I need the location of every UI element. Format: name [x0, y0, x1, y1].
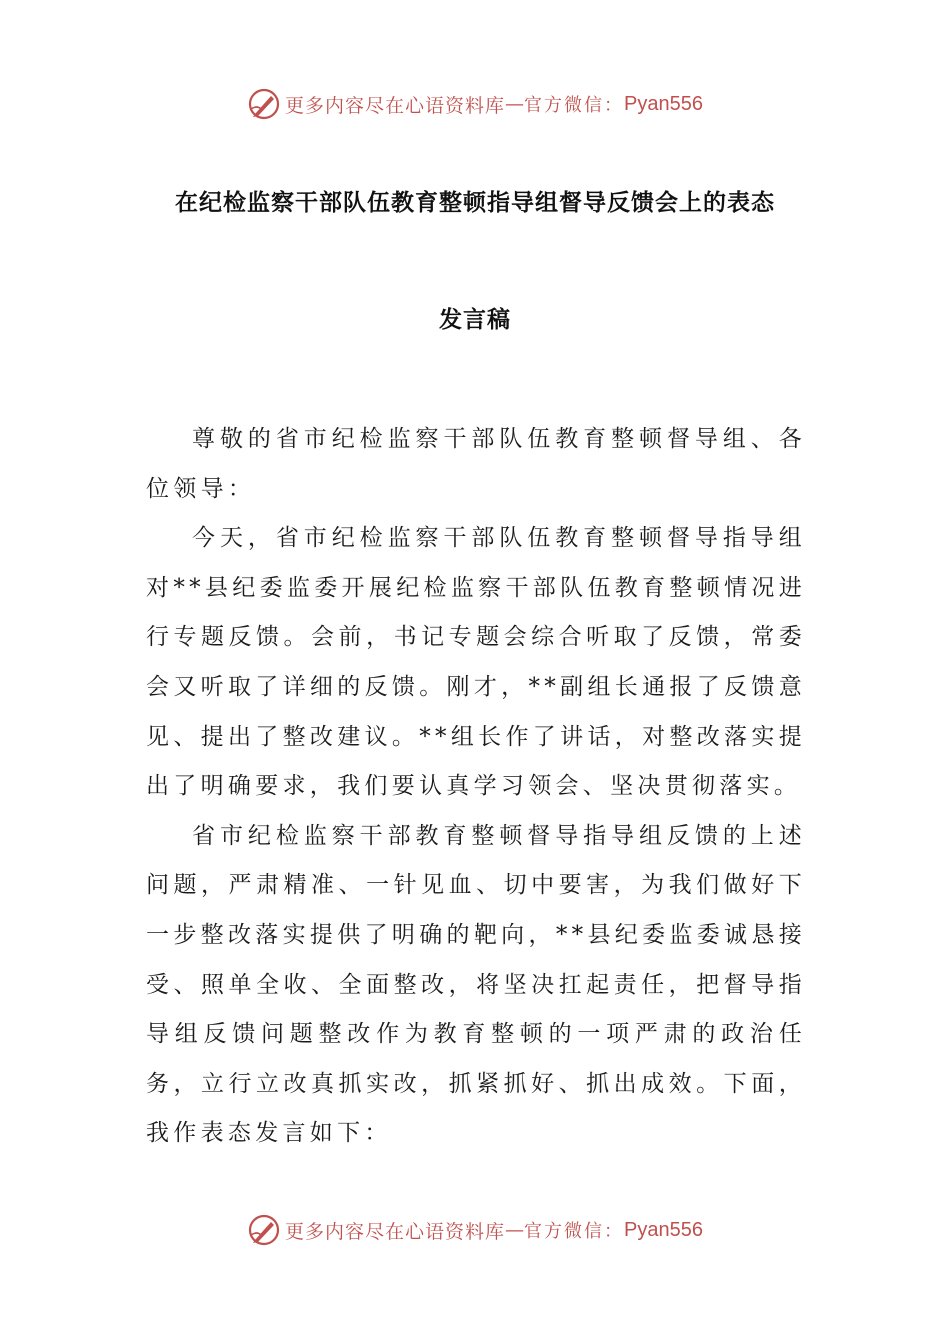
header-banner — [0, 84, 950, 124]
contact-label: 官方微信： — [524, 1221, 625, 1242]
document-title-line-2: 发言稿 — [439, 307, 511, 333]
footer-banner — [0, 1210, 950, 1250]
site-name: 更多内容尽在心语资料库 — [285, 94, 506, 117]
contact-label: 官方微信： — [524, 95, 625, 116]
document-title-line-1: 在纪检监察干部队伍教育整顿指导组督导反馈会上的表态 — [175, 190, 775, 216]
wechat-id: Pyan556 — [624, 1218, 703, 1241]
pen-logo-icon — [247, 87, 281, 121]
banner-dash: — — [505, 1219, 525, 1241]
pen-logo-icon — [247, 1213, 281, 1247]
paragraph-1: 今天，省市纪检监察干部队伍教育整顿督导指导组对**县纪委监委开展纪检监察干部队伍教育整顿情况进行专题反馈。会前，书记专题会综合听取了反馈，常委会又听取了详细的反馈。刚才，**副组长通报了反馈意见、提出了整改建议。**组长作了讲话，对整改落实提出了明确要求，我们要认真学习领会、坚决贯彻落实。 — [146, 525, 806, 800]
banner-dash: — — [505, 93, 525, 115]
salutation: 尊敬的省市纪检监察干部队伍教育整顿督导组、各位领导： — [146, 426, 806, 502]
wechat-id: Pyan556 — [624, 92, 703, 115]
document-body — [146, 415, 806, 1159]
site-name: 更多内容尽在心语资料库 — [285, 1220, 506, 1243]
paragraph-2: 省市纪检监察干部教育整顿督导指导组反馈的上述问题，严肃精准、一针见血、切中要害，为我们做好下一步整改落实提供了明确的靶向，**县纪委监委诚恳接受、照单全收、全面整改，将坚决扛起责任，把督导指导组反馈问题整改作为教育整顿的一项严肃的政治任务，立行立改真抓实改，抓紧抓好、抓出成效。下面，我作表态发言如下： — [146, 822, 806, 1147]
